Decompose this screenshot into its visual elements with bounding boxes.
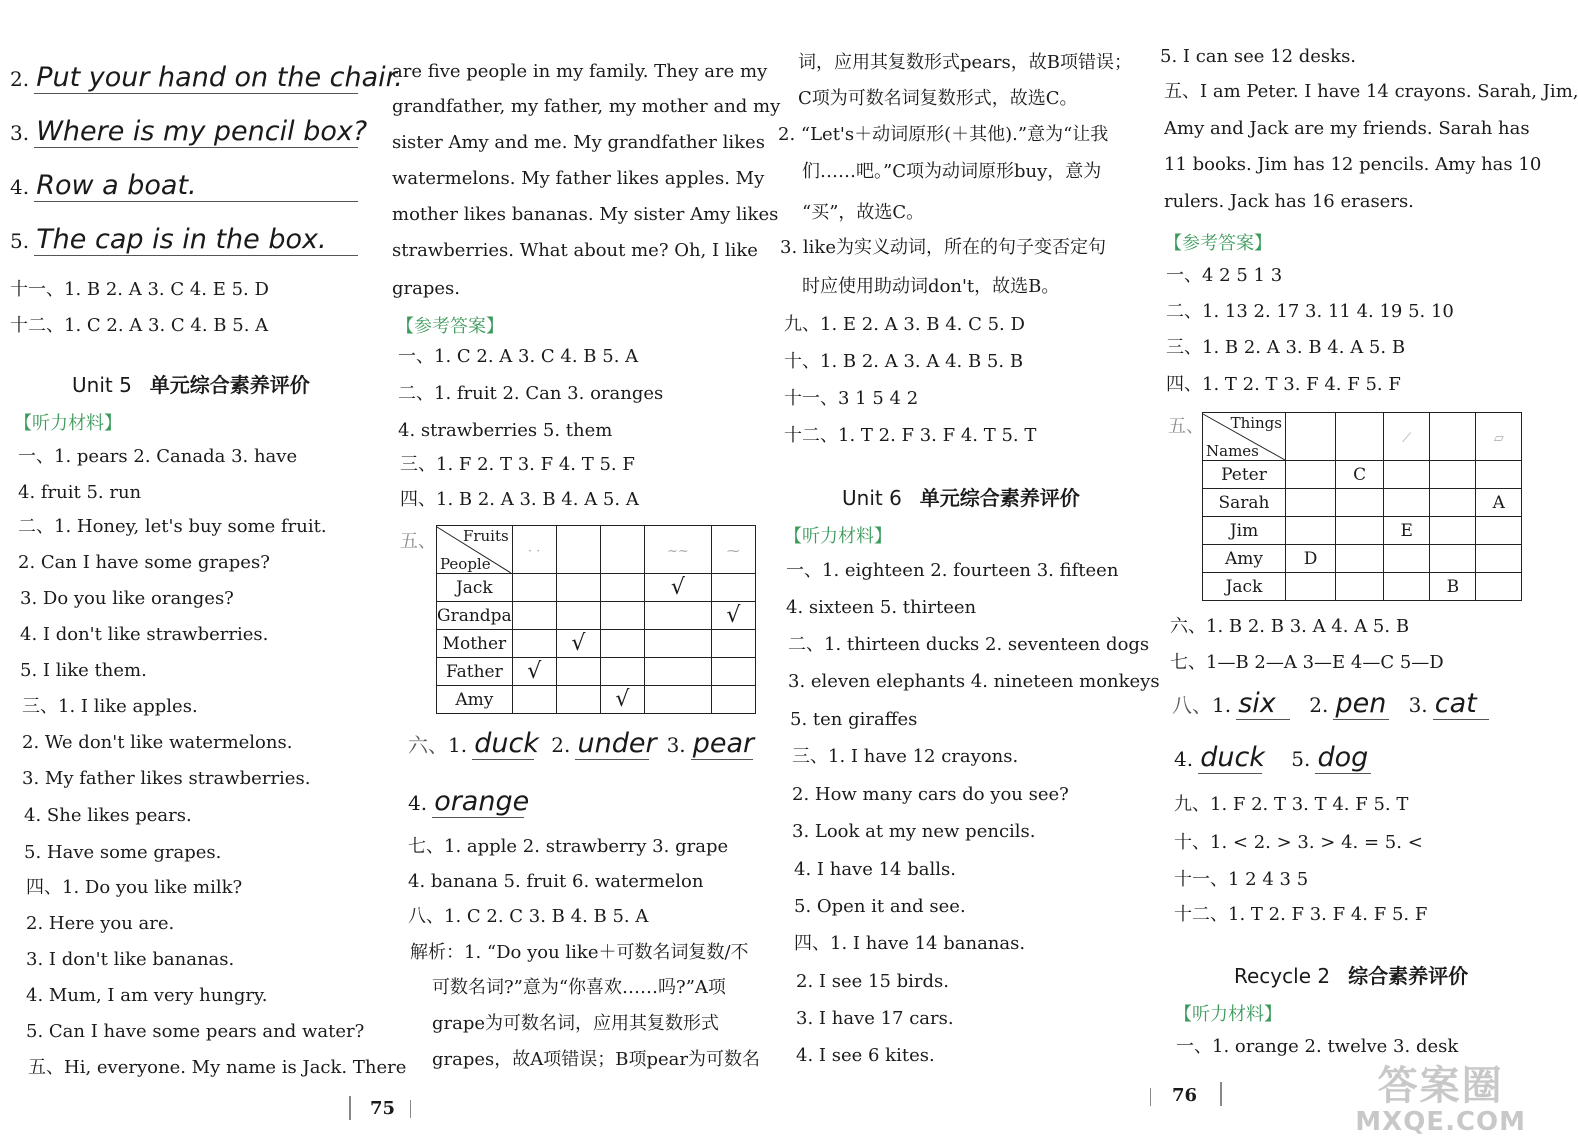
passage-line: strawberries. What about me? Oh, I like [392, 240, 758, 261]
text-line: 五、I am Peter. I have 14 crayons. Sarah, Jim, [1164, 81, 1578, 102]
check-mark: √ [600, 686, 644, 714]
thing-picture-3 [1384, 413, 1430, 461]
table-header-row [437, 526, 756, 574]
answer-9: 九、1. E 2. A 3. B 4. C 5. D [784, 314, 1025, 335]
handwritten-word: six [1236, 688, 1290, 720]
answer-letter: E [1384, 517, 1430, 545]
analysis-line: 解析：1. “Do you like＋可数名词复数/不 [410, 942, 749, 963]
text-line: 一、1. orange 2. twelve 3. desk [1176, 1036, 1459, 1057]
analysis-line: C项为可数名词复数形式，故选C。 [798, 88, 1078, 109]
person-name: Jack [437, 574, 513, 602]
thing-picture-4 [1430, 413, 1476, 461]
analysis-line: 3. like为实义动词，所在的句子变否定句 [780, 237, 1106, 258]
answer-6: 六、1. B 2. B 3. A 4. A 5. B [1170, 616, 1410, 637]
text-line: 4. I have 14 balls. [794, 859, 956, 880]
page-marker-bar [349, 1096, 351, 1120]
text-line: 3. I don't like bananas. [26, 949, 235, 970]
passage-line: sister Amy and me. My grandfather likes [392, 132, 765, 153]
thing-icon: ⟋ [1402, 430, 1412, 446]
text-line: 2. We don't like watermelons. [22, 732, 293, 753]
text-line: 三、1. I like apples. [22, 696, 198, 717]
section-label: 六、 [408, 733, 448, 757]
watermark-url: MXQE.COM [1355, 1107, 1526, 1137]
fruit-picture-4 [644, 526, 711, 574]
fruit-icon: ⁓ [726, 543, 740, 559]
text-line: 2. Here you are. [26, 913, 175, 934]
analysis-line: 词，应用其复数形式pears，故B项错误； [798, 52, 1132, 73]
answer-9: 九、1. F 2. T 3. T 4. F 5. T [1174, 794, 1409, 815]
watermark-logo-text: 答案圈 [1377, 1063, 1504, 1109]
text-line: 3. I have 17 cars. [796, 1008, 954, 1029]
text-line: 5. I can see 12 desks. [1160, 46, 1357, 67]
person-name: Father [437, 658, 513, 686]
answer-line: 三、1. F 2. T 3. F 4. T 5. F [400, 454, 635, 475]
handwriting-line-5: 5. The cap is in the box. [10, 224, 358, 256]
text-line: 2. Can I have some grapes? [18, 552, 270, 573]
fruit-picture-2 [556, 526, 600, 574]
table-row [1203, 461, 1522, 489]
table-row [437, 602, 756, 630]
answer-letter: C [1336, 461, 1384, 489]
header-names: Names [1206, 441, 1259, 460]
header-people: People [440, 554, 491, 573]
handwriting-line-2: 2. Put your hand on the chair. [10, 62, 403, 93]
table-row [1203, 545, 1522, 573]
reference-answer-tag: 【参考答案】 [1164, 233, 1272, 254]
table-row [1203, 489, 1522, 517]
passage-line: mother likes bananas. My sister Amy likes [392, 204, 779, 225]
handwriting-line-3: 3. Where is my pencil box? [10, 116, 368, 147]
handwritten-word: pear [692, 728, 755, 759]
answer-line: 一、4 2 5 1 3 [1166, 265, 1283, 286]
text-line: 4. She likes pears. [24, 805, 192, 826]
text-line: 二、1. Honey, let's buy some fruit. [18, 516, 327, 537]
person-name: Sarah [1203, 489, 1286, 517]
handwriting-text: Where is my pencil box? [36, 116, 368, 147]
person-name: Grandpa [437, 602, 513, 630]
handwriting-row-6b: 4. orange [408, 786, 530, 817]
person-name: Jack [1203, 573, 1286, 601]
text-line: 二、1. thirteen ducks 2. seventeen dogs [788, 634, 1150, 655]
text-line: 5. Have some grapes. [24, 842, 222, 863]
answer-7: 七、1—B 2—A 3—E 4—C 5—D [1170, 652, 1444, 673]
page-number-75: 75 [370, 1098, 396, 1119]
answer-line: 四、1. B 2. A 3. B 4. A 5. A [400, 489, 639, 510]
fruit-picture-5 [711, 526, 755, 574]
analysis-line: grapes，故A项错误；B项pear为可数名 [432, 1049, 761, 1070]
text-line: 三、1. I have 12 crayons. [792, 746, 1019, 767]
recycle-2-heading [1234, 960, 1468, 989]
answer-line: 一、1. C 2. A 3. C 4. B 5. A [398, 346, 639, 367]
analysis-line: 时应使用助动词don't，故选B。 [802, 276, 1060, 297]
handwriting-row-8b: 4. duck 5. dog [1174, 742, 1371, 774]
text-line: 4. fruit 5. run [18, 482, 142, 503]
recycle-label: Recycle 2 [1234, 964, 1331, 988]
handwriting-line-4: 4. Row a boat. [10, 170, 358, 202]
analysis-line: 2. “Let's＋动词原形(＋其他).”意为“让我 [778, 124, 1109, 145]
answer-line: 二、1. 13 2. 17 3. 11 4. 19 5. 10 [1166, 301, 1454, 322]
unit-title: 单元综合素养评价 [149, 373, 310, 397]
person-name: Amy [437, 686, 513, 714]
table-header-row [1203, 413, 1522, 461]
handwriting-text: Put your hand on the chair. [36, 62, 403, 93]
text-line: 一、1. pears 2. Canada 3. have [18, 446, 298, 467]
text-line: 一、1. eighteen 2. fourteen 3. fifteen [786, 560, 1119, 581]
check-mark: √ [512, 658, 556, 686]
fruit-people-table [436, 525, 756, 714]
page-number-76: 76 [1172, 1085, 1198, 1106]
header-fruits: Fruits [462, 526, 509, 545]
text-line: 4. I see 6 kites. [796, 1045, 935, 1066]
handwritten-word: duck [474, 728, 539, 759]
fruit-icon: · · [528, 543, 541, 559]
text-line: 3. eleven elephants 4. nineteen monkeys [788, 671, 1160, 692]
answer-7: 七、1. apple 2. strawberry 3. grape [408, 836, 729, 857]
text-line: Amy and Jack are my friends. Sarah has [1164, 118, 1530, 139]
text-line: 3. My father likes strawberries. [22, 768, 311, 789]
answer-11: 十一、1. B 2. A 3. C 4. E 5. D [10, 279, 269, 300]
text-line: 2. I see 15 birds. [796, 971, 949, 992]
text-line: 2. How many cars do you see? [792, 784, 1069, 805]
handwriting-text: Row a boat. [34, 170, 358, 202]
answer-line: 4. strawberries 5. them [398, 420, 613, 441]
table-row [1203, 517, 1522, 545]
answer-11: 十一、1 2 4 3 5 [1174, 869, 1309, 890]
section-label: 八、 [1172, 693, 1212, 717]
check-mark: √ [644, 574, 711, 602]
handwriting-row-6: 六、1. duck 2. under 3. pear [408, 728, 755, 759]
diagonal-header-cell [437, 526, 513, 574]
answer-letter: A [1476, 489, 1522, 517]
check-mark: √ [556, 630, 600, 658]
table-row [437, 686, 756, 714]
text-line: 5. Can I have some pears and water? [26, 1021, 365, 1042]
text-line: 5. I like them. [20, 660, 147, 681]
answer-12: 十二、1. T 2. F 3. F 4. F 5. F [1174, 904, 1428, 925]
analysis-line: “买”，故选C。 [802, 202, 925, 223]
watermark [1355, 1064, 1526, 1136]
unit-5-heading [72, 369, 310, 398]
text-line: 四、1. Do you like milk? [26, 877, 243, 898]
table-label: 五、 [400, 531, 436, 552]
thing-picture-2 [1336, 413, 1384, 461]
text-line: 4. Mum, I am very hungry. [26, 985, 268, 1006]
handwritten-word: duck [1200, 742, 1265, 773]
handwritten-word: under [577, 728, 657, 759]
thing-picture-1 [1286, 413, 1336, 461]
reference-answer-tag: 【参考答案】 [396, 316, 504, 337]
passage-line: grandfather, my father, my mother and my [392, 96, 781, 117]
thing-icon: ▱ [1493, 430, 1504, 446]
listening-tag: 【听力材料】 [784, 526, 892, 547]
answer-7b: 4. banana 5. fruit 6. watermelon [408, 871, 704, 892]
text-line: 3. Do you like oranges? [20, 588, 234, 609]
unit-label: Unit 5 [72, 373, 132, 397]
handwritten-word: pen [1333, 688, 1389, 720]
text-line: 五、Hi, everyone. My name is Jack. There [28, 1057, 407, 1078]
text-line: 四、1. I have 14 bananas. [794, 933, 1026, 954]
fruit-picture-1 [512, 526, 556, 574]
unit-6-heading [842, 482, 1080, 511]
handwritten-word: orange [434, 786, 530, 817]
page-marker-bar [410, 1100, 411, 1118]
handwritten-word: cat [1433, 688, 1489, 720]
page-marker-bar [1150, 1088, 1151, 1106]
answer-12: 十二、1. C 2. A 3. C 4. B 5. A [10, 315, 269, 336]
table-row [437, 658, 756, 686]
fruit-picture-3 [600, 526, 644, 574]
answer-line: 四、1. T 2. T 3. F 4. F 5. F [1166, 374, 1401, 395]
unit-label: Unit 6 [842, 486, 902, 510]
things-names-table [1202, 412, 1522, 601]
text-line: 5. ten giraffes [790, 709, 918, 730]
text-line: 11 books. Jim has 12 pencils. Amy has 10 [1164, 154, 1542, 175]
unit-title: 单元综合素养评价 [919, 486, 1080, 510]
person-name: Peter [1203, 461, 1286, 489]
text-line: 4. I don't like strawberries. [20, 624, 269, 645]
answer-letter: B [1430, 573, 1476, 601]
answer-line: 二、1. fruit 2. Can 3. oranges [398, 383, 664, 404]
person-name: Mother [437, 630, 513, 658]
handwritten-word: dog [1315, 742, 1371, 774]
handwriting-row-8: 八、1. six 2. pen 3. cat [1172, 688, 1489, 720]
diagonal-header-cell [1203, 413, 1286, 461]
answer-line: 三、1. B 2. A 3. B 4. A 5. B [1166, 337, 1406, 358]
page-marker-bar [1220, 1082, 1222, 1106]
table-row [437, 574, 756, 602]
text-line: 4. sixteen 5. thirteen [786, 597, 977, 618]
table-row [437, 630, 756, 658]
text-line: rulers. Jack has 16 erasers. [1164, 191, 1414, 212]
table-row [1203, 573, 1522, 601]
text-line: 3. Look at my new pencils. [792, 821, 1036, 842]
handwriting-text: The cap is in the box. [34, 224, 358, 256]
passage-line: watermelons. My father likes apples. My [392, 168, 765, 189]
table-label: 五、 [1168, 416, 1204, 437]
thing-picture-5 [1476, 413, 1522, 461]
listening-tag: 【听力材料】 [14, 413, 122, 434]
listening-tag: 【听力材料】 [1174, 1004, 1282, 1025]
analysis-line: grape为可数名词，应用其复数形式 [432, 1013, 720, 1034]
recycle-title: 综合素养评价 [1348, 964, 1469, 988]
passage-line: are five people in my family. They are my [392, 61, 768, 82]
answer-12: 十二、1. T 2. F 3. F 4. T 5. T [784, 425, 1037, 446]
answer-11: 十一、3 1 5 4 2 [784, 388, 919, 409]
check-mark: √ [711, 602, 755, 630]
answer-10: 十、1. < 2. > 3. > 4. = 5. < [1174, 832, 1423, 853]
text-line: 5. Open it and see. [794, 896, 966, 917]
passage-line: grapes. [392, 278, 460, 299]
answer-10: 十、1. B 2. A 3. A 4. B 5. B [784, 351, 1024, 372]
person-name: Jim [1203, 517, 1286, 545]
answer-8: 八、1. C 2. C 3. B 4. B 5. A [408, 906, 649, 927]
answer-letter: D [1286, 545, 1336, 573]
fruit-icon: ~~ [667, 543, 689, 559]
person-name: Amy [1203, 545, 1286, 573]
analysis-line: 们……吧。”C项为动词原形buy，意为 [802, 161, 1102, 182]
header-things: Things [1230, 413, 1282, 432]
analysis-line: 可数名词?”意为“你喜欢……吗?”A项 [432, 977, 726, 998]
